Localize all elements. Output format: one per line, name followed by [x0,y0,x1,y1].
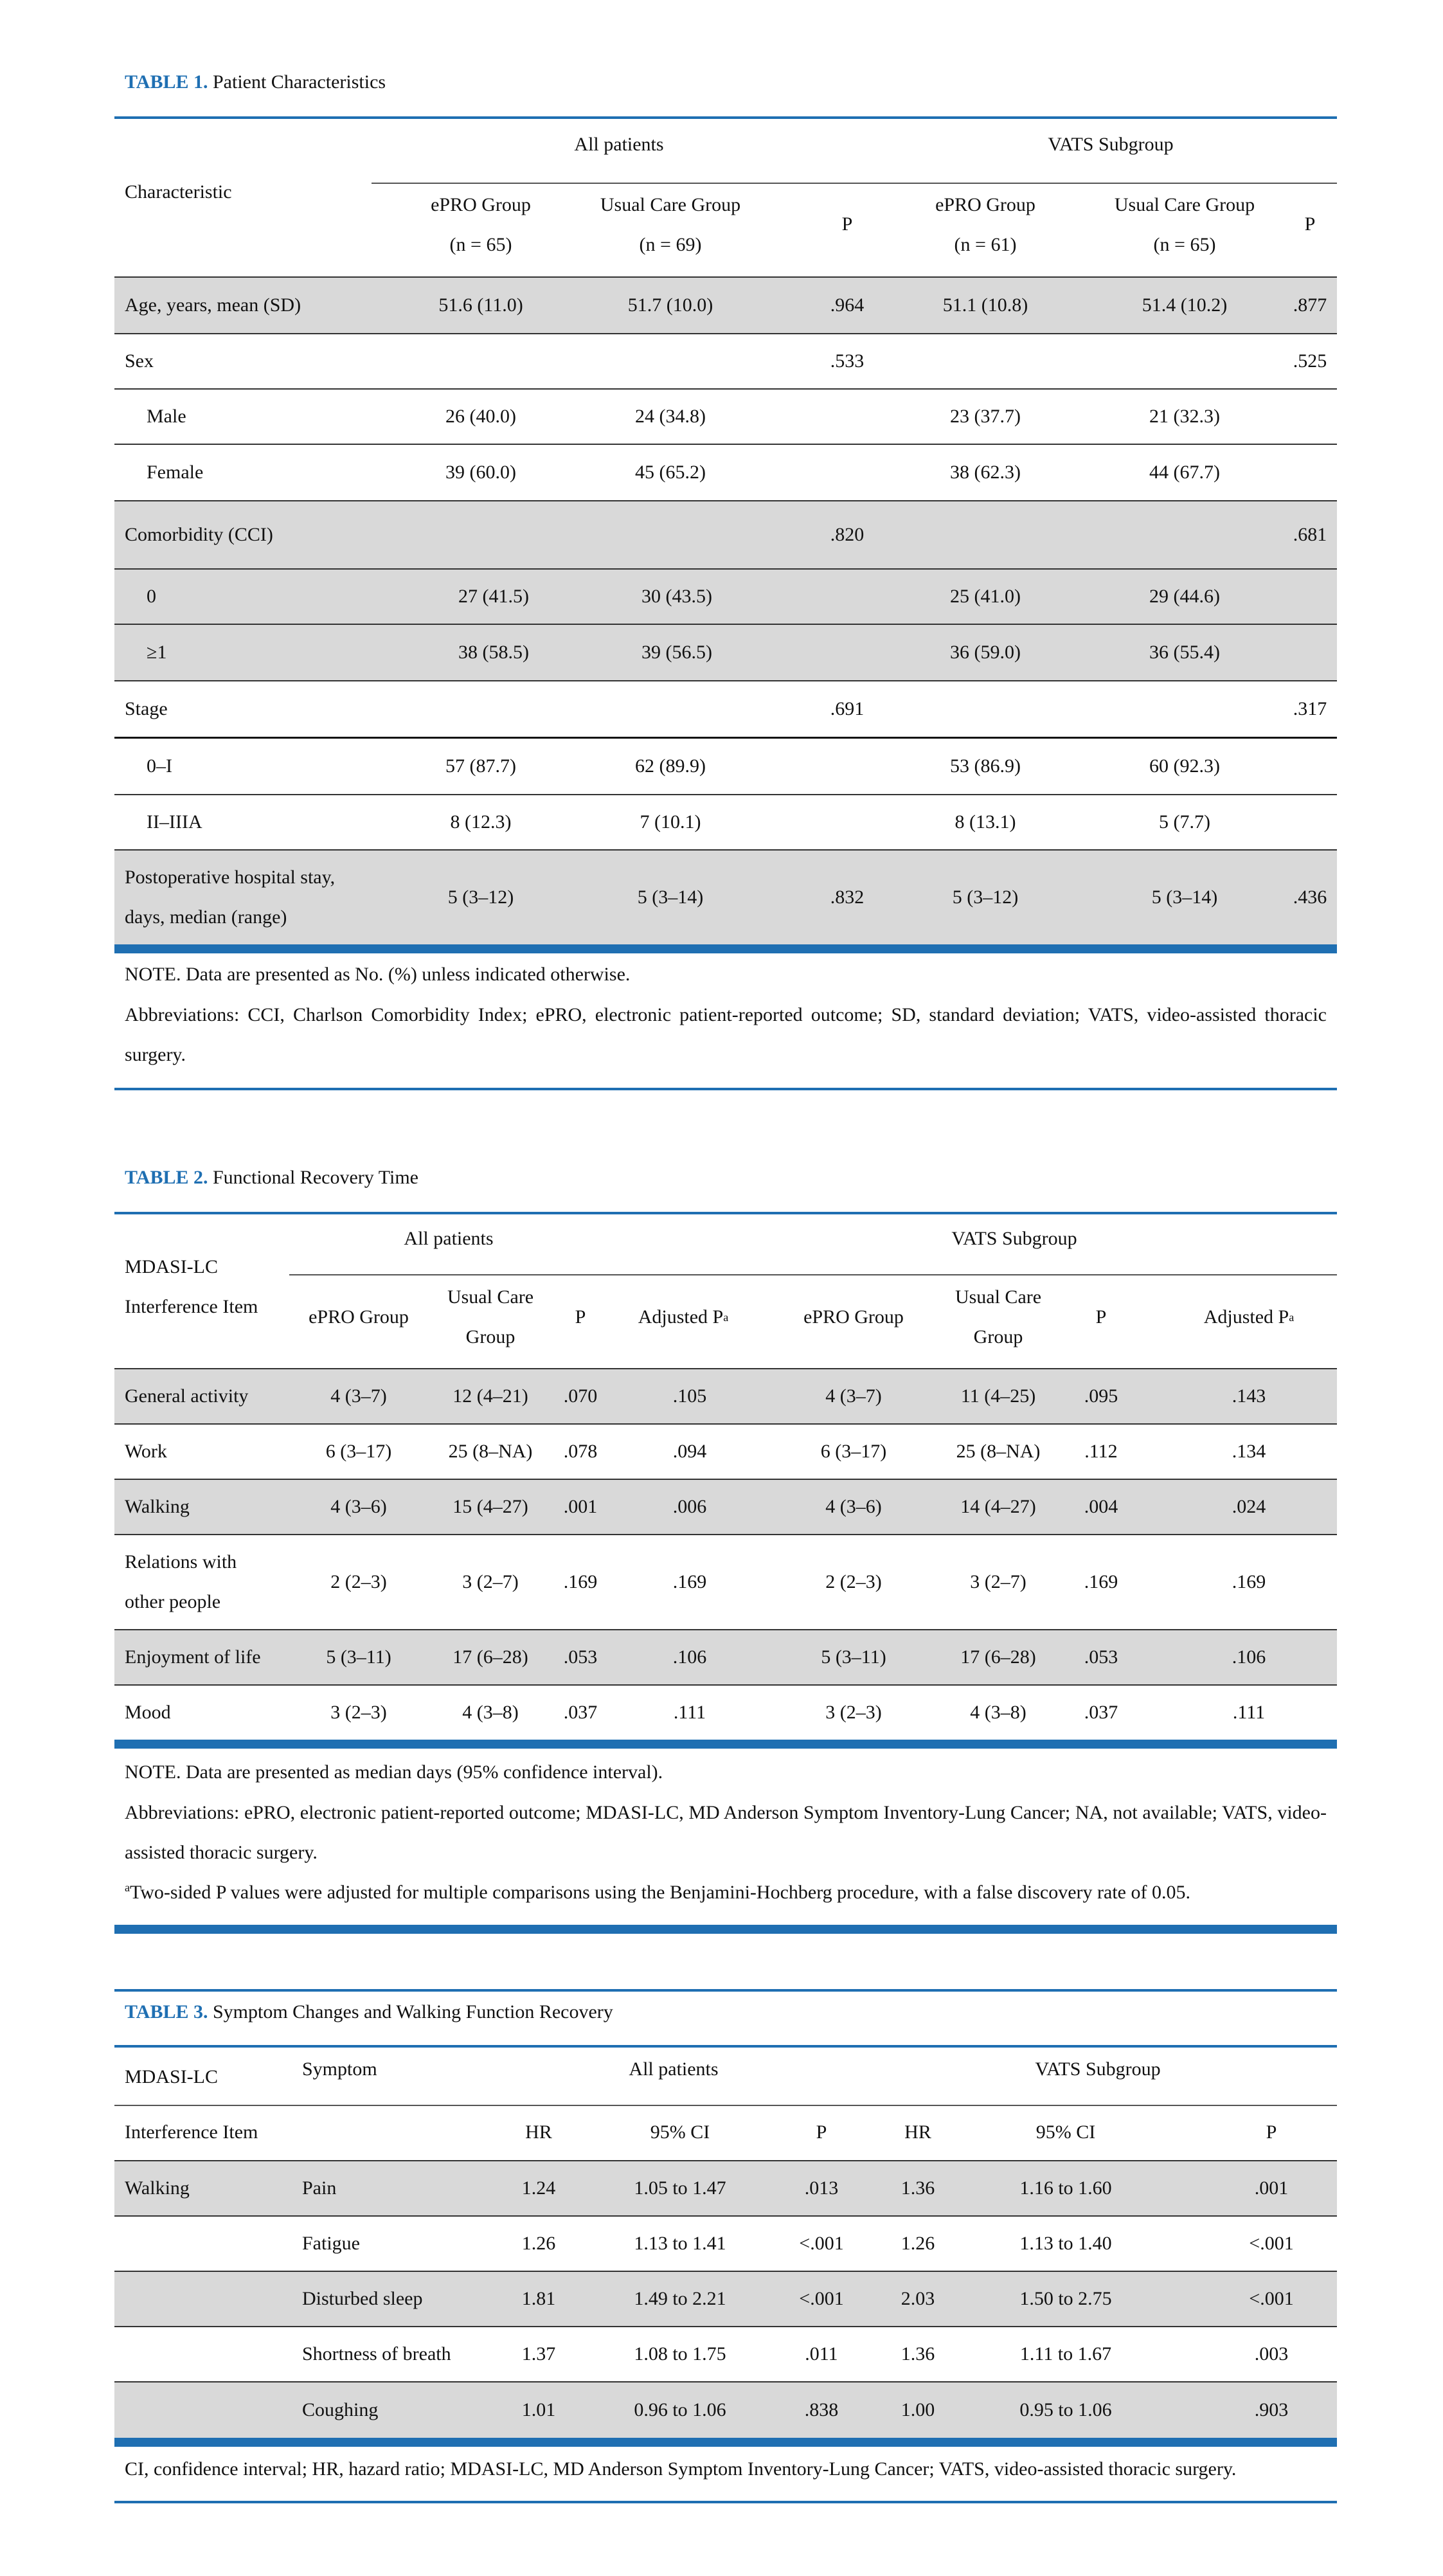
table3-group-rule [114,2105,1337,2106]
cell-adj-p: .024 [1232,1496,1266,1517]
cell-ci: 1.05 to 1.47 [634,2177,726,2199]
cell-p: .525 [1293,350,1327,372]
cell-value: 36 (55.4) [1149,642,1220,663]
cell-value: 2 (2–3) [330,1571,387,1592]
cell-p: .169 [1084,1571,1118,1592]
cell-value: 4 (3–7) [330,1385,387,1407]
cell-ci: 1.50 to 2.75 [1019,2288,1112,2309]
cell-p: .317 [1293,698,1327,719]
cell-ci: 0.96 to 1.06 [634,2399,726,2420]
table3-col-item-line1: MDASI-LC [125,2066,219,2087]
table-row [114,1686,1337,1740]
cell-value: 4 (3–6) [825,1496,882,1517]
table1-col-p-vats: P [1304,213,1316,235]
row-label: II–IIIA [147,811,202,833]
cell-value: 5 (3–11) [326,1646,391,1668]
table2-col-epro-all: ePRO Group [309,1306,409,1328]
cell-adj-p: .169 [1232,1571,1266,1592]
cell-value: 29 (44.6) [1149,586,1220,607]
table1-note: NOTE. Data are presented as No. (%) unless indicated otherwise. [125,964,631,985]
cell-ci: 1.16 to 1.60 [1019,2177,1112,2199]
cell-p: .820 [830,524,865,545]
table3-top-rule [114,2045,1337,2048]
table-row [114,739,1337,794]
cell-value: 44 (67.7) [1149,462,1220,483]
cell-value: 25 (8–NA) [956,1441,1041,1462]
cell-p: <.001 [1249,2288,1294,2309]
cell-value: 14 (4–27) [960,1496,1036,1517]
table-row [114,501,1337,568]
table3-col-symptom: Symptom [302,2058,377,2080]
cell-value: 5 (7.7) [1159,811,1210,833]
table1-caption [125,69,386,95]
table2-end-rule [114,1925,1337,1934]
cell-ci: 1.49 to 2.21 [634,2288,726,2309]
cell-value: 36 (59.0) [950,642,1021,663]
table3-col-ci-vats: 95% CI [1035,2121,1096,2143]
cell-p: .681 [1293,524,1327,545]
cell-value: 3 (2–7) [462,1571,519,1592]
cell-value: 25 (41.0) [950,586,1021,607]
row-label: Sex [125,350,154,372]
cell-p: .037 [1084,1702,1118,1723]
cell-p: .078 [563,1441,598,1462]
row-label: General activity [125,1385,249,1407]
cell-p: .037 [563,1702,598,1723]
cell-p: <.001 [799,2233,844,2254]
cell-value: 38 (58.5) [458,642,529,663]
cell-value: 53 (86.9) [950,755,1021,777]
table1-group-vats: VATS Subgroup [1048,134,1174,155]
table-row [114,1369,1337,1423]
cell-value: 17 (6–28) [453,1646,528,1668]
cell-value: 27 (41.5) [458,586,529,607]
row-label: Comorbidity (CCI) [125,524,273,545]
table1-col-p-all: P [841,213,853,235]
row-label: Male [147,406,186,427]
table3-col-ci-all: 95% CI [650,2121,710,2143]
row-label: ≥1 [147,642,167,663]
row-label: Postoperative hospital stay, days, median (range) [125,867,336,928]
table3-col-item-line2: Interference Item [125,2121,258,2143]
cell-value: 51.1 (10.8) [942,294,1028,316]
cell-p: .903 [1254,2399,1289,2420]
row-label: Enjoyment of life [125,1646,261,1668]
table3-group-vats: VATS Subgroup [1035,2058,1161,2080]
table3-label: TABLE 3. [125,2001,208,2022]
cell-value: 11 (4–25) [960,1385,1036,1407]
table2-title: Functional Recovery Time [212,1167,418,1188]
table1-col-usual-all: Usual Care Group [600,194,741,215]
table1-col-usual-vats: Usual Care Group [1114,194,1255,215]
cell-value: 25 (8–NA) [448,1441,533,1462]
cell-value: 57 (87.7) [445,755,516,777]
cell-adj-p: .106 [1232,1646,1266,1668]
table2-footnote-text: Two-sided P values were adjusted for multiple comparisons using the Benjamini-Hochberg procedure, with a false discovery rate of 0.05. [130,1882,1190,1903]
row-label: Work [125,1441,167,1462]
cell-value: 6 (3–17) [820,1441,887,1462]
cell-value: 26 (40.0) [445,406,516,427]
cell-value: 62 (89.9) [635,755,706,777]
cell-ci: 1.13 to 1.41 [634,2233,726,2254]
table-row [114,851,1337,944]
cell-hr: 1.01 [521,2399,556,2420]
table1-n-epro-all: (n = 65) [449,234,512,255]
cell-value: 5 (3–12) [447,887,514,908]
cell-adj-p: .094 [672,1441,707,1462]
table1-col-epro-vats: ePRO Group [935,194,1035,215]
table2-col-adj-all: Adjusted P a [603,1297,764,1337]
cell-adj-p: .134 [1232,1441,1266,1462]
cell-value: 38 (62.3) [950,462,1021,483]
table-row [114,2161,1337,2215]
cell-hr: 1.26 [521,2233,556,2254]
table1-title: Patient Characteristics [212,71,386,93]
table3-col-hr-vats: HR [904,2121,931,2143]
table2-top-rule [114,1212,1337,1214]
table-row [114,795,1337,849]
cell-value: 23 (37.7) [950,406,1021,427]
table-row [114,445,1337,500]
row-symptom: Fatigue [302,2233,360,2254]
cell-value: 51.6 (11.0) [438,294,523,316]
row-item: Walking [125,2177,190,2199]
cell-p: .004 [1084,1496,1118,1517]
cell-value: 39 (56.5) [641,642,712,663]
cell-adj-p: .006 [672,1496,707,1517]
cell-adj-p: .143 [1232,1385,1266,1407]
cell-value: 3 (2–3) [330,1702,387,1723]
cell-hr: 1.24 [521,2177,556,2199]
table-row [114,1480,1337,1534]
cell-value: 7 (10.1) [640,811,701,833]
table2-col-p-vats: P [1095,1306,1107,1328]
cell-p: <.001 [799,2288,844,2309]
cell-value: 12 (4–21) [453,1385,528,1407]
cell-p: .832 [830,887,865,908]
table2-bottom-rule [114,1740,1337,1749]
cell-value: 5 (3–12) [952,887,1019,908]
cell-value: 5 (3–11) [821,1646,886,1668]
cell-adj-p: .106 [672,1646,707,1668]
table3-group-all: All patients [629,2058,719,2080]
cell-adj-p: .169 [672,1571,707,1592]
table-row [114,570,1337,624]
cell-hr: 1.36 [901,2177,935,2199]
table-row [114,334,1337,388]
table3-abbreviations: CI, confidence interval; HR, hazard ratio; MDASI-LC, MD Anderson Symptom Inventory-Lung Cancer; VATS, video-assisted thoracic surgery. [125,2458,1237,2480]
table3-col-hr-all: HR [525,2121,552,2143]
cell-hr: 1.81 [521,2288,556,2309]
table3-caption [125,1999,613,2025]
table3-bottom-rule [114,2438,1337,2447]
table-row [114,681,1337,737]
table2-col-adj-all-text: Adjusted P [638,1306,724,1328]
cell-p: .095 [1084,1385,1118,1407]
table2-col-item: MDASI-LC Interference Item [125,1256,258,1317]
table1-end-rule [114,1088,1337,1090]
cell-value: 15 (4–27) [453,1496,528,1517]
row-label: Mood [125,1702,171,1723]
row-label: 0–I [147,755,172,777]
cell-value: 4 (3–6) [330,1496,387,1517]
cell-hr: 1.26 [901,2233,935,2254]
table1-group-rule [372,183,1337,184]
cell-ci: 0.95 to 1.06 [1019,2399,1112,2420]
table1-group-all: All patients [574,134,664,155]
table3-col-p-all: P [816,2121,827,2143]
cell-value: 8 (12.3) [450,811,512,833]
cell-ci: 1.11 to 1.67 [1019,2343,1112,2364]
cell-value: 17 (6–28) [960,1646,1036,1668]
cell-value: 3 (2–3) [825,1702,882,1723]
table2-col-p-all: P [575,1306,586,1328]
table1-bottom-rule [114,944,1337,953]
cell-value: 21 (32.3) [1149,406,1220,427]
table-row [114,278,1337,333]
row-symptom: Pain [302,2177,337,2199]
cell-value: 4 (3–7) [825,1385,882,1407]
table-row [114,625,1337,680]
cell-value: 2 (2–3) [825,1571,882,1592]
row-label: Age, years, mean (SD) [125,294,301,316]
table2-col-usual-vats: Usual Care Group [955,1286,1042,1347]
cell-adj-p: .111 [1232,1702,1266,1723]
cell-value: 5 (3–14) [637,887,704,908]
cell-p: .533 [830,350,865,372]
table2-col-epro-vats: ePRO Group [803,1306,904,1328]
table2-group-vats: VATS Subgroup [951,1228,1077,1249]
table1-abbreviations: Abbreviations: CCI, Charlson Comorbidity Index; ePRO, electronic patient-reported outcome; SD, standard deviation; VATS, video-assisted thoracic surgery. [125,1004,1327,1065]
cell-p: .877 [1293,294,1327,316]
row-label: Female [147,462,204,483]
table1-col-epro-all: ePRO Group [431,194,531,215]
table2-group-rule [289,1274,1337,1275]
cell-value: 30 (43.5) [641,586,712,607]
table2-abbreviations: Abbreviations: ePRO, electronic patient-reported outcome; MDASI-LC, MD Anderson Symptom Inventory-Lung Cancer; NA, not available; VATS, video-assisted thoracic surgery. [125,1802,1327,1863]
cell-value: 4 (3–8) [970,1702,1026,1723]
cell-adj-p: .111 [673,1702,706,1723]
cell-adj-p: .105 [672,1385,707,1407]
cell-p: .964 [830,294,865,316]
cell-value: 51.4 (10.2) [1142,294,1228,316]
cell-value: 6 (3–17) [325,1441,392,1462]
cell-p: .112 [1084,1441,1118,1462]
table-row [114,1535,1337,1629]
cell-p: .053 [563,1646,598,1668]
table1-label: TABLE 1. [125,71,208,93]
cell-value: 24 (34.8) [635,406,706,427]
table2-note: NOTE. Data are presented as median days (95% confidence interval). [125,1761,663,1783]
cell-hr: 1.36 [901,2343,935,2364]
table3-title: Symptom Changes and Walking Function Recovery [212,2001,613,2022]
cell-value: 60 (92.3) [1149,755,1220,777]
cell-value: 51.7 (10.0) [627,294,713,316]
cell-value: 8 (13.1) [955,811,1016,833]
cell-ci: 1.13 to 1.40 [1019,2233,1112,2254]
cell-p: .053 [1084,1646,1118,1668]
row-symptom: Shortness of breath [302,2343,451,2364]
cell-p: .003 [1254,2343,1289,2364]
cell-p: .838 [804,2399,839,2420]
cell-value: 4 (3–8) [462,1702,519,1723]
table2-label: TABLE 2. [125,1167,208,1188]
table1-col-characteristic: Characteristic [125,181,232,203]
row-label: 0 [147,586,156,607]
cell-hr: 1.37 [521,2343,556,2364]
table2-footnote [125,1873,1327,1913]
table2-col-adj-vats-text: Adjusted P [1203,1306,1289,1328]
cell-value: 3 (2–7) [970,1571,1026,1592]
table3-col-p-vats: P [1266,2121,1277,2143]
table-row [114,390,1337,444]
row-symptom: Coughing [302,2399,379,2420]
table-row [114,1630,1337,1684]
table2-col-usual-all: Usual Care Group [447,1286,534,1347]
cell-value: 39 (60.0) [445,462,516,483]
row-label: Walking [125,1496,190,1517]
cell-p: .169 [563,1571,598,1592]
cell-p: .070 [563,1385,598,1407]
table2-caption [125,1165,418,1191]
cell-value: 5 (3–14) [1151,887,1218,908]
cell-ci: 1.08 to 1.75 [634,2343,726,2364]
cell-p: .013 [804,2177,839,2199]
row-label: Stage [125,698,168,719]
table1-n-epro-vats: (n = 61) [954,234,1017,255]
table1-n-usual-vats: (n = 65) [1153,234,1216,255]
cell-p: .001 [1254,2177,1289,2199]
table3-end-rule [114,2501,1337,2503]
table-row [114,2327,1337,2381]
cell-value: 45 (65.2) [635,462,706,483]
table-row [114,2272,1337,2326]
table-row [114,1425,1337,1479]
cell-hr: 2.03 [901,2288,935,2309]
cell-p: .436 [1293,887,1327,908]
row-symptom: Disturbed sleep [302,2288,423,2309]
row-label: Relations with other people [125,1551,237,1612]
table3-pre-rule [114,1989,1337,1992]
table-row [114,2382,1337,2438]
table2-group-all: All patients [404,1228,494,1249]
table2-col-adj-vats: Adjusted P a [1169,1297,1329,1337]
cell-p: .011 [805,2343,838,2364]
cell-p: .691 [830,698,865,719]
cell-p: <.001 [1249,2233,1294,2254]
table1-n-usual-all: (n = 69) [639,234,702,255]
footnote-marker: a [125,1881,130,1894]
table-row [114,2217,1337,2271]
cell-p: .001 [563,1496,598,1517]
table1-top-rule [114,116,1337,119]
cell-hr: 1.00 [901,2399,935,2420]
